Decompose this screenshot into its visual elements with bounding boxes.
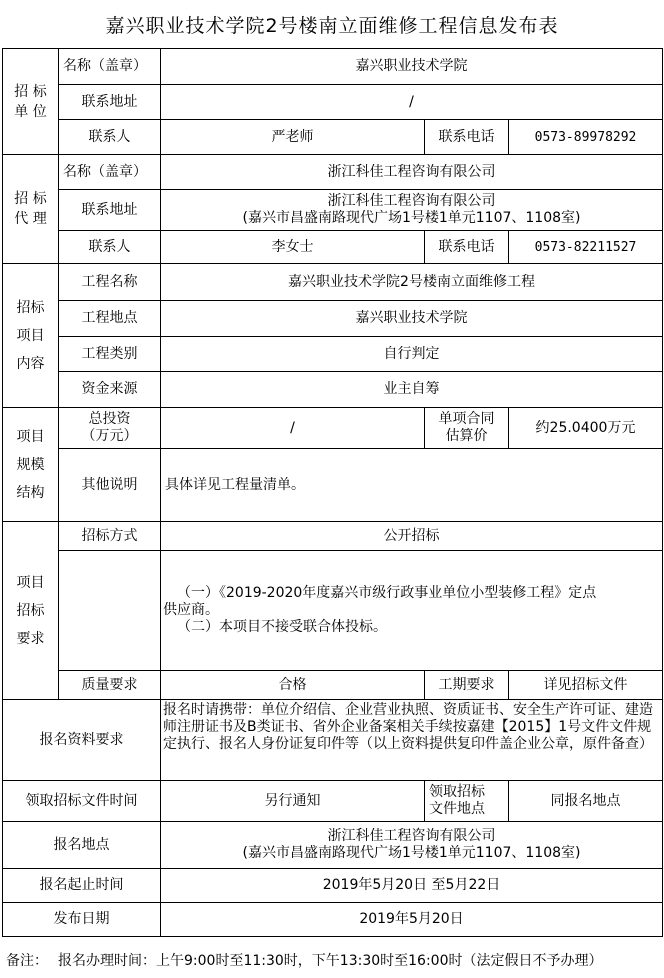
project-funding-row	[3, 372, 663, 408]
quality-label: 质量要求	[59, 671, 161, 700]
agent-address-line1: 浙江科佳工程咨询有限公司	[327, 193, 496, 209]
agent-contact-label: 联系人	[59, 231, 161, 264]
tenderer-group-label: 招 标 单 位	[3, 49, 59, 155]
agent-group-label: 招 标 代 理	[3, 155, 59, 264]
project-funding: 业主自筹	[161, 372, 663, 408]
publish-date-row	[3, 903, 663, 937]
tenderer-phone-label: 联系电话	[425, 120, 509, 155]
registration-period-label: 报名起止时间	[3, 869, 161, 903]
doc-pickup-row	[3, 781, 663, 822]
registration-docs-text: 报名时请携带：单位介绍信、企业营业执照、资质证书、安全生产许可证、建造师注册证书及B类证书、省外企业备案相关手续按嘉建【2015】1号文件文件规定执行、报名人身份证复印件等（以上资料提供复印件盖企业公章，原件备查）	[161, 700, 663, 781]
remark	[6, 946, 662, 974]
publish-date: 2019年5月20日	[161, 903, 663, 937]
registration-period-row	[3, 869, 663, 903]
unit-price-label: 单项合同 估算价	[425, 408, 509, 449]
tenderer-contact-row	[3, 120, 663, 155]
scale-investment-row	[3, 408, 663, 449]
agent-name-label: 名称（盖章）	[59, 155, 161, 190]
tenderer-address-label: 联系地址	[59, 85, 161, 120]
remark-label: 备注：	[6, 953, 48, 969]
scale-other-row	[3, 449, 663, 522]
tenderer-address-row	[3, 85, 663, 120]
method-label: 招标方式	[59, 522, 161, 551]
registration-place-label: 报名地点	[3, 822, 161, 869]
publish-date-label: 发布日期	[3, 903, 161, 937]
project-location-row	[3, 301, 663, 337]
doc-pickup-place: 同报名地点	[509, 781, 663, 822]
clause-1b: 供应商。	[163, 602, 219, 618]
clause-2: （二）本项目不接受联合体投标。	[177, 619, 387, 635]
project-location: 嘉兴职业技术学院	[161, 301, 663, 337]
tenderer-contact-label: 联系人	[59, 120, 161, 155]
remark-text: 报名办理时间：上午9:00时至11:30时，下午13:30时至16:00时（法定假日不予办理）	[58, 953, 603, 969]
other-value: 具体详见工程量清单。	[161, 449, 663, 522]
project-location-label: 工程地点	[59, 301, 161, 337]
tenderer-contact: 严老师	[161, 120, 425, 155]
quality-row	[3, 671, 663, 700]
agent-phone: 0573-82211527	[509, 231, 663, 264]
project-category-row	[3, 337, 663, 372]
agent-address	[161, 190, 663, 231]
info-table	[2, 48, 663, 937]
doc-pickup-time: 另行通知	[161, 781, 425, 822]
tenderer-name: 嘉兴职业技术学院	[161, 49, 663, 85]
tenderer-name-label: 名称（盖章）	[59, 49, 161, 85]
project-group-label: 招标 项目 内容	[3, 264, 59, 408]
project-name-label: 工程名称	[59, 264, 161, 301]
doc-pickup-time-label: 领取招标文件时间	[3, 781, 161, 822]
doc-pickup-place-label: 领取招标 文件地点	[425, 781, 509, 822]
agent-name: 浙江科佳工程咨询有限公司	[161, 155, 663, 190]
registration-place-row	[3, 822, 663, 869]
period-label: 工期要求	[425, 671, 509, 700]
registration-place	[161, 822, 663, 869]
other-label: 其他说明	[59, 449, 161, 522]
period-value: 详见招标文件	[509, 671, 663, 700]
tenderer-address: /	[161, 85, 663, 120]
investment-value: /	[161, 408, 425, 449]
agent-contact: 李女士	[161, 231, 425, 264]
registration-place-line1: 浙江科佳工程咨询有限公司	[327, 828, 496, 844]
clause-1a: （一）《2019-2020年度嘉兴市级行政事业单位小型装修工程》定点	[177, 585, 597, 601]
project-name: 嘉兴职业技术学院2号楼南立面维修工程	[161, 264, 663, 301]
agent-address-row	[3, 190, 663, 231]
project-funding-label: 资金来源	[59, 372, 161, 408]
requirements-group-label: 项目 招标 要求	[3, 522, 59, 700]
agent-contact-row	[3, 231, 663, 264]
page-title: 嘉兴职业技术学院2号楼南立面维修工程信息发布表	[105, 14, 559, 37]
clauses-label-empty	[59, 551, 161, 671]
project-category-label: 工程类别	[59, 337, 161, 372]
project-category: 自行判定	[161, 337, 663, 372]
registration-docs-row	[3, 700, 663, 781]
registration-period: 2019年5月20日 至5月22日	[161, 869, 663, 903]
clauses-row	[3, 551, 663, 671]
tenderer-phone: 0573-89978292	[509, 120, 663, 155]
agent-address-label: 联系地址	[59, 190, 161, 231]
unit-price-value: 约25.0400万元	[509, 408, 663, 449]
agent-phone-label: 联系电话	[425, 231, 509, 264]
clauses	[161, 551, 663, 671]
method-row	[3, 522, 663, 551]
quality-value: 合格	[161, 671, 425, 700]
agent-address-line2: (嘉兴市昌盛南路现代广场1号楼1单元1107、1108室)	[242, 210, 581, 226]
tenderer-name-row	[3, 49, 663, 85]
project-name-row	[3, 264, 663, 301]
method-value: 公开招标	[161, 522, 663, 551]
agent-name-row	[3, 155, 663, 190]
registration-place-line2: (嘉兴市昌盛南路现代广场1号楼1单元1107、1108室)	[242, 845, 581, 861]
investment-label: 总投资 （万元）	[59, 408, 161, 449]
scale-group-label: 项目 规模 结构	[3, 408, 59, 522]
registration-docs-label: 报名资料要求	[3, 700, 161, 781]
